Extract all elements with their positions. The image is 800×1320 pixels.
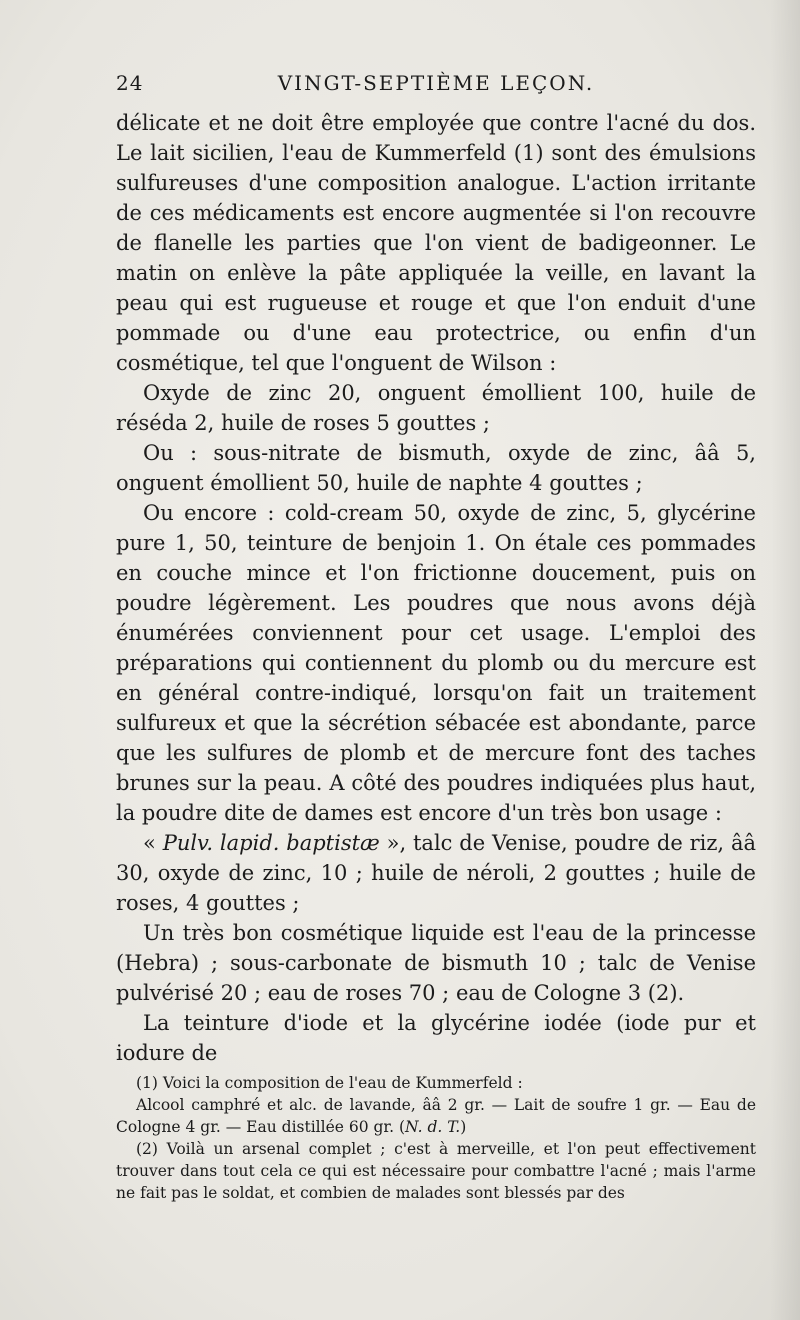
footnotes: [116, 1072, 756, 1204]
paragraph: délicate et ne doit être employée que contre l'acné du dos. Le lait sicilien, l'eau de Kummerfeld (1) sont des émulsions sulfureuses d'une composition analogue. L'action irritante de ces médicaments est encore augmentée si l'on recouvre de flanelle les parties que l'on vient de badigeonner. Le matin on enlève la pâte appliquée la veille, en lavant la peau qui est rugueuse et rouge et que l'on enduit d'une pommade ou d'une eau protectrice, ou enfin d'un cosmétique, tel que l'onguent de Wilson :: [116, 111, 756, 375]
paragraph: [116, 828, 756, 918]
paragraph: Ou : sous-nitrate de bismuth, oxyde de zinc, ââ 5, onguent émollient 50, huile de naphte 4 gouttes ;: [116, 441, 756, 495]
paragraph-rest: », talc de Venise, poudre de riz, ââ 30, oxyde de zinc, 10 ; huile de néroli, 2 gouttes ; huile de roses, 4 gouttes ;: [116, 831, 756, 915]
footnote-2: (2) Voilà un arsenal complet ; c'est à merveille, et l'on peut effectivement trouver dans tout cela ce qui est nécessaire pour combattre l'acné ; mais l'arme ne fait pas le soldat, et combien de malades sont blessés par des: [116, 1140, 756, 1202]
page-number: 24: [116, 71, 144, 95]
footnote-1-intro: (1) Voici la composition de l'eau de Kummerfeld :: [136, 1074, 523, 1092]
page-header: [116, 68, 756, 98]
running-title: VINGT-SEPTIÈME LEÇON.: [277, 71, 595, 95]
footnote-1-body: [116, 1094, 756, 1138]
footnote-1-text: Alcool camphré et alc. de lavande, ââ 2 gr. — Lait de soufre 1 gr. — Eau de Cologne 4 gr. — Eau distillée 60 gr. (: [116, 1096, 756, 1136]
translator-note: N. d. T.: [405, 1118, 461, 1136]
quote-open: «: [143, 831, 163, 855]
page-edge-shadow: [770, 0, 800, 1320]
paragraph: La teinture d'iode et la glycérine iodée (iode pur et iodure de: [116, 1011, 756, 1065]
paragraph: Oxyde de zinc 20, onguent émollient 100, huile de réséda 2, huile de roses 5 gouttes ;: [116, 381, 756, 435]
latin-formula: Pulv. lapid. baptistæ: [162, 831, 380, 855]
footnote-1-close: ): [460, 1118, 467, 1136]
paragraph: Ou encore : cold-cream 50, oxyde de zinc, 5, glycérine pure 1, 50, teinture de benjoin 1. On étale ces pommades en couche mince et l'on frictionne doucement, puis on poudre légèrement. Les poudres que nous avons déjà énumérées conviennent pour cet usage. L'emploi des préparations qui contiennent du plomb ou du mercure est en général contre-indiqué, lorsqu'on fait un traitement sulfureux et que la sécrétion sébacée est abondante, parce que les sulfures de plomb et de mercure font des taches brunes sur la peau. A côté des poudres indiquées plus haut, la poudre dite de dames est encore d'un très bon usage :: [116, 501, 756, 825]
body-text: [116, 108, 756, 1068]
paragraph: Un très bon cosmétique liquide est l'eau de la princesse (Hebra) ; sous-carbonate de bismuth 10 ; talc de Venise pulvérisé 20 ; eau de roses 70 ; eau de Cologne 3 (2).: [116, 921, 756, 1005]
